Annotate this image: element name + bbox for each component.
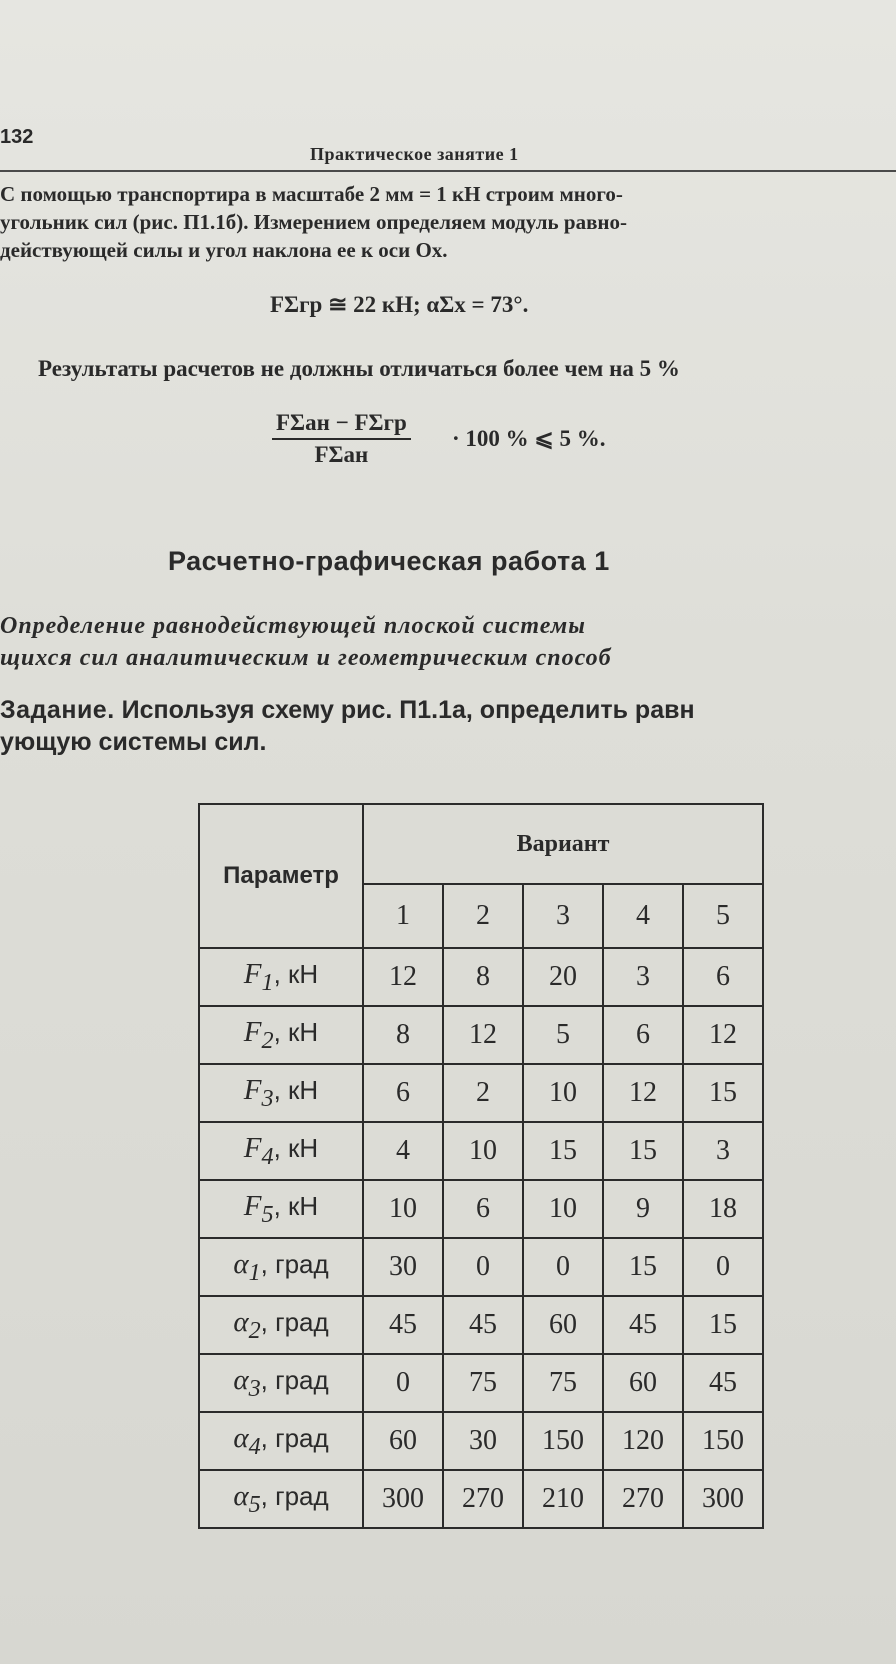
table-cell: 15 [683,1064,763,1122]
table-cell: 45 [683,1354,763,1412]
row-unit: , кН [273,1190,319,1221]
table-cell: 12 [443,1006,523,1064]
row-label [199,1470,363,1528]
table-row [199,1122,763,1180]
row-label [199,1354,363,1412]
paragraph-1 [0,180,627,264]
table-cell: 45 [603,1296,683,1354]
row-subscript: 1 [248,1258,261,1286]
formula-result: FΣгр ≅ 22 кН; αΣx = 73°. [270,292,529,317]
table-cell: 60 [363,1412,443,1470]
row-unit: , град [260,1480,329,1511]
table-cell: 0 [523,1238,603,1296]
table-cell: 45 [363,1296,443,1354]
table-cell: 120 [603,1412,683,1470]
table-cell: 8 [443,948,523,1006]
table-cell: 12 [363,948,443,1006]
row-symbol: α [233,1421,249,1454]
table-cell: 150 [683,1412,763,1470]
table-row [199,1238,763,1296]
param-column-header: Параметр [199,804,363,948]
table-cell: 270 [603,1470,683,1528]
row-unit: , град [260,1248,329,1279]
paragraph-1-line: угольник сил (рис. П1.1б). Измерением определяем модуль равно- [0,210,628,234]
row-subscript: 4 [261,1142,274,1170]
row-unit: , град [260,1364,329,1395]
table-cell: 15 [603,1238,683,1296]
table-cell: 0 [443,1238,523,1296]
running-header: Практическое занятие 1 [310,144,519,164]
table-cell: 270 [443,1470,523,1528]
variant-number: 3 [523,884,603,948]
row-symbol: F [243,1131,262,1164]
table-row [199,1296,763,1354]
table-cell: 75 [443,1354,523,1412]
row-label [199,1180,363,1238]
table-cell: 300 [683,1470,763,1528]
row-subscript: 3 [248,1374,261,1402]
header-rule [0,170,896,172]
row-label [199,1238,363,1296]
table-cell: 3 [683,1122,763,1180]
table-cell: 10 [523,1180,603,1238]
section-title: Расчетно-графическая работа 1 [168,546,610,576]
row-label [199,1122,363,1180]
row-unit: , кН [273,1016,319,1047]
table-cell: 60 [523,1296,603,1354]
table-cell: 20 [523,948,603,1006]
table-row [199,1470,763,1528]
row-unit: , кН [273,958,319,989]
row-label [199,1064,363,1122]
task-paragraph [0,694,695,758]
table-cell: 10 [443,1122,523,1180]
row-label [199,1412,363,1470]
table-cell: 15 [683,1296,763,1354]
row-subscript: 3 [261,1084,274,1112]
table-cell: 9 [603,1180,683,1238]
variant-column-header: Вариант [363,804,763,884]
table-cell: 12 [683,1006,763,1064]
row-subscript: 5 [248,1490,261,1518]
task-text: Используя схему рис. П1.1а, определить равн [114,696,695,724]
table-cell: 6 [363,1064,443,1122]
task-label: Задание. [0,696,115,724]
table-cell: 30 [363,1238,443,1296]
variant-number: 4 [603,884,683,948]
variant-number: 1 [363,884,443,948]
table-cell: 150 [523,1412,603,1470]
table-cell: 75 [523,1354,603,1412]
row-symbol: α [233,1363,249,1396]
row-label [199,948,363,1006]
row-unit: , кН [273,1074,319,1105]
row-unit: , кН [273,1132,319,1163]
variant-number: 2 [443,884,523,948]
work-subtitle [0,610,612,674]
table-header-row [199,804,763,884]
row-subscript: 2 [261,1026,274,1054]
row-label [199,1296,363,1354]
row-subscript: 2 [248,1316,261,1344]
table-cell: 210 [523,1470,603,1528]
table-cell: 6 [603,1006,683,1064]
table-cell: 5 [523,1006,603,1064]
table-cell: 10 [363,1180,443,1238]
paragraph-1-line: С помощью транспортира в масштабе 2 мм = 1 кН строим много- [0,182,623,206]
subtitle-line: щихся сил аналитическим и геометрическим способ [0,645,612,671]
fraction-numerator: FΣан − FΣгр [272,410,411,440]
row-subscript: 5 [261,1200,274,1228]
table-cell: 6 [683,948,763,1006]
table-cell: 2 [443,1064,523,1122]
row-subscript: 4 [248,1432,261,1460]
table-row [199,1006,763,1064]
fraction-tail: · 100 % ⩽ 5 %. [452,426,606,451]
table-cell: 30 [443,1412,523,1470]
page-number: 132 [0,126,34,148]
table-cell: 45 [443,1296,523,1354]
task-line: ующую системы сил. [0,728,267,756]
row-label [199,1006,363,1064]
row-symbol: F [243,957,262,990]
row-symbol: α [233,1305,249,1338]
table-cell: 15 [603,1122,683,1180]
table-cell: 60 [603,1354,683,1412]
row-symbol: F [243,1073,262,1106]
task-line [0,694,695,726]
error-fraction [272,410,411,468]
parameters-table [198,803,764,1529]
table-cell: 0 [363,1354,443,1412]
row-subscript: 1 [261,968,274,996]
row-symbol: F [243,1015,262,1048]
row-unit: , град [260,1422,329,1453]
row-symbol: α [233,1247,249,1280]
table-row [199,948,763,1006]
table-cell: 4 [363,1122,443,1180]
row-symbol: α [233,1479,249,1512]
table-cell: 0 [683,1238,763,1296]
table-cell: 18 [683,1180,763,1238]
table-row [199,1412,763,1470]
table-cell: 12 [603,1064,683,1122]
fraction-denominator: FΣан [314,442,369,467]
table-cell: 15 [523,1122,603,1180]
row-symbol: F [243,1189,262,1222]
row-unit: , град [260,1306,329,1337]
table-cell: 6 [443,1180,523,1238]
table-row [199,1064,763,1122]
variant-number: 5 [683,884,763,948]
table-cell: 10 [523,1064,603,1122]
table-cell: 8 [363,1006,443,1064]
table-row [199,1354,763,1412]
table-cell: 300 [363,1470,443,1528]
table-row [199,1180,763,1238]
paragraph-1-line: действующей силы и угол наклона ее к оси Ox. [0,238,448,262]
paragraph-2: Результаты расчетов не должны отличаться более чем на 5 % [38,356,680,381]
subtitle-line: Определение равнодействующей плоской системы [0,613,586,639]
table-cell: 3 [603,948,683,1006]
